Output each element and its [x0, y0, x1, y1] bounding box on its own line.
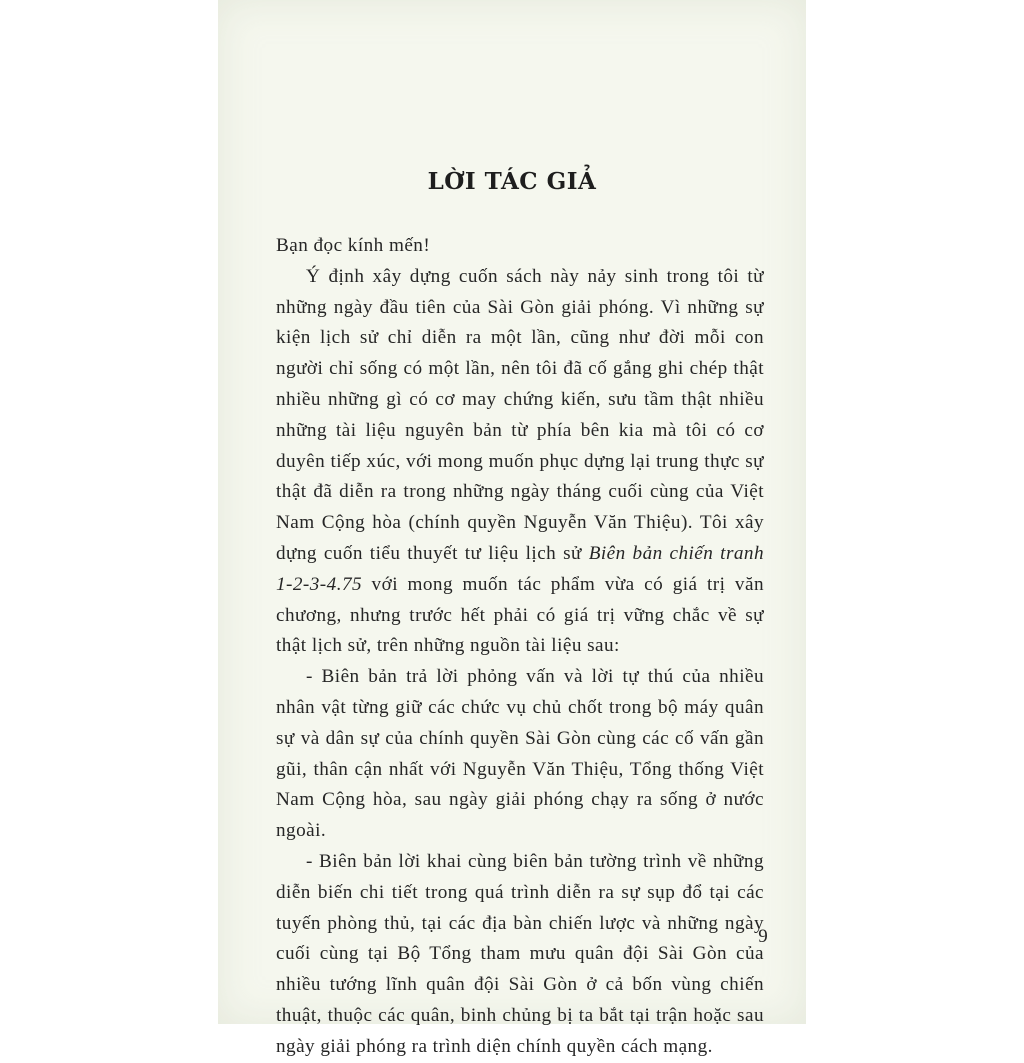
book-title: Biên bản chiến tranh 1-2-3-4.75 — [276, 542, 764, 595]
page-title: LỜI TÁC GIẢ — [427, 168, 597, 195]
intro-text-part1: Ý định xây dựng cuốn sách này nảy sinh trong tôi từ những ngày đầu tiên của Sài Gòn giải phóng. Vì những sự kiện lịch sử chỉ diễn ra một lần, cũng như đời mỗi con người chỉ sống có một lần, nên tôi đã cố gắng ghi chép thật nhiều những gì có cơ may chứng kiến, sưu tầm thật nhiều những tài liệu nguyên bản từ phía bên kia mà tôi có cơ duyên tiếp xúc, với mong muốn phục dựng lại trung thực sự thật đã diễn ra trong những ngày tháng cuối cùng của Việt Nam Cộng hòa (chính quyền Nguyễn Văn Thiệu). Tôi xây dựng cuốn tiểu thuyết tư liệu lịch sử — [276, 265, 764, 564]
page-number: 9 — [758, 926, 768, 947]
body-text — [276, 231, 764, 1063]
intro-paragraph — [276, 262, 764, 662]
source-item-1: - Biên bản trả lời phỏng vấn và lời tự thú của nhiều nhân vật từng giữ các chức vụ chủ chốt trong bộ máy quân sự và dân sự của chính quyền Sài Gòn cùng các cố vấn gần gũi, thân cận nhất với Nguyễn Văn Thiệu, Tổng thống Việt Nam Cộng hòa, sau ngày giải phóng chạy ra sống ở nước ngoài. — [276, 666, 764, 842]
greeting-paragraph: Bạn đọc kính mến! — [276, 235, 431, 256]
source-item-2: - Biên bản lời khai cùng biên bản tường trình về những diễn biến chi tiết trong quá trình diễn ra sự sụp đổ tại các tuyến phòng thủ, tại các địa bàn chiến lược và những ngày cuối cùng tại Bộ Tổng tham mưu quân đội Sài Gòn của nhiều tướng lĩnh quân đội Sài Gòn ở cả bốn vùng chiến thuật, thuộc các quân, binh chủng bị ta bắt tại trận hoặc sau ngày giải phóng ra trình diện chính quyền cách mạng. — [276, 850, 764, 1057]
intro-text-part2: với mong muốn tác phẩm vừa có giá trị văn chương, nhưng trước hết phải có giá trị vững chắc về sự thật lịch sử, trên những nguồn tài liệu sau: — [276, 573, 764, 657]
book-page — [218, 0, 806, 1057]
